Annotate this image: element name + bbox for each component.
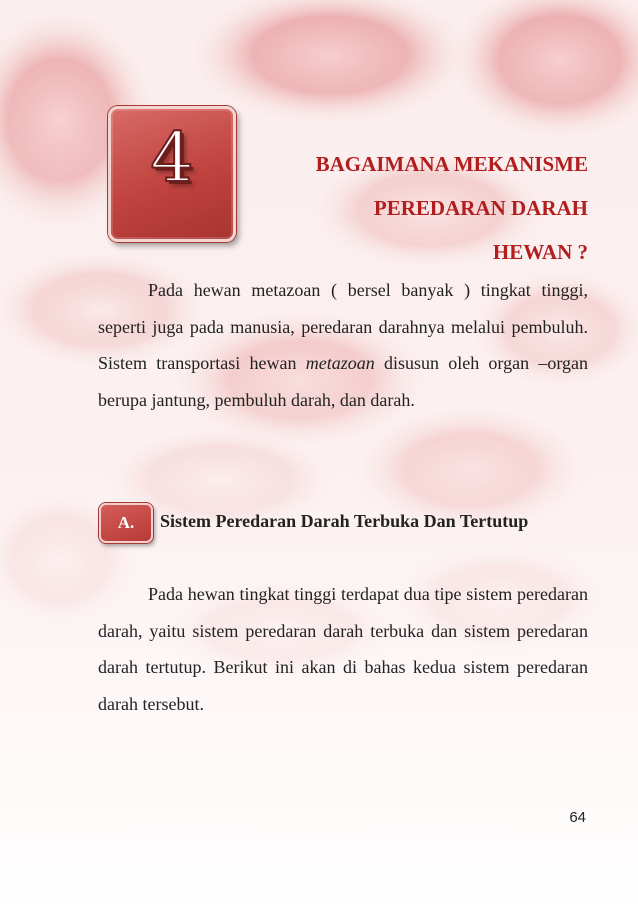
chapter-title <box>228 142 588 274</box>
chapter-title-line-1: BAGAIMANA MEKANISME <box>315 152 588 176</box>
section-label-badge: A. <box>99 503 153 543</box>
intro-text-1: Pada hewan metazoan ( bersel banyak ) tingkat tinggi, seperti juga pada manusia, peredaran darahnya melalui pembuluh. Sistem transportasi hewan <box>98 280 588 373</box>
intro-text-2: disusun oleh organ –organ berupa jantung, pembuluh darah, dan darah. <box>98 353 588 410</box>
chapter-number: 4 <box>150 119 194 198</box>
chapter-title-line-3: HEWAN ? <box>492 240 588 264</box>
intro-italic-term: metazoan <box>305 353 375 373</box>
section-heading: Sistem Peredaran Darah Terbuka Dan Tertutup <box>160 511 529 531</box>
chapter-number-badge <box>108 106 236 242</box>
section-paragraph-text: Pada hewan tingkat tinggi terdapat dua tipe sistem peredaran darah, yaitu sistem peredaran darah terbuka dan sistem peredaran darah tertutup. Berikut ini akan di bahas kedua sistem peredaran darah tersebut. <box>98 584 588 714</box>
page-number: 64 <box>569 809 586 826</box>
chapter-title-line-2: PEREDARAN DARAH <box>373 196 588 220</box>
section-paragraph <box>98 576 588 722</box>
intro-paragraph <box>98 272 588 418</box>
